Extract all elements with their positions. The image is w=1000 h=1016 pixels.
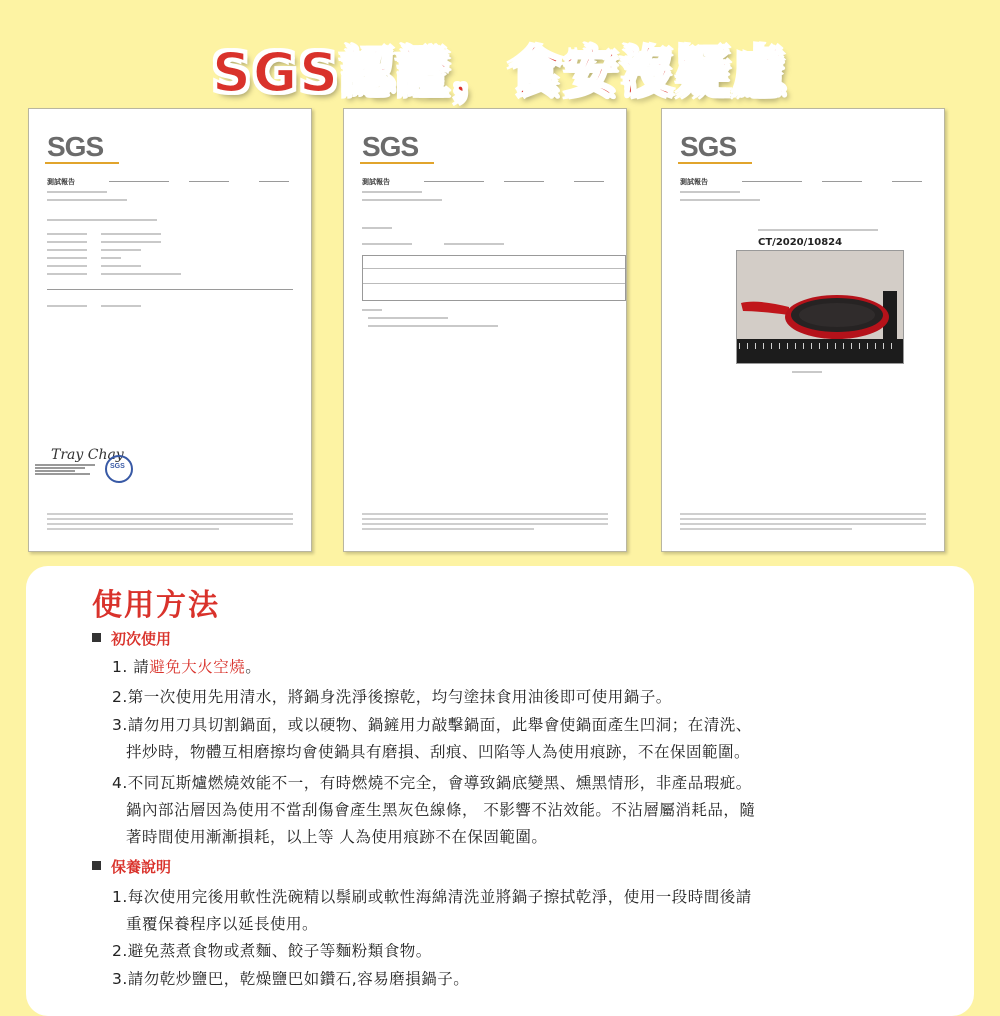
text-line: [47, 199, 127, 201]
text-line: [362, 309, 382, 311]
meta-line: [424, 181, 484, 182]
separator: [47, 289, 293, 290]
bullet-square: [92, 861, 101, 870]
report-title: 測試報告: [47, 177, 75, 186]
signature: Tray Chay: [51, 447, 124, 463]
text-line: [362, 191, 422, 193]
sgs-documents: [28, 108, 972, 552]
bullet-square: [92, 633, 101, 642]
text-line: [101, 257, 121, 259]
highlight-text: 避免大火空燒: [149, 658, 246, 676]
certificate-number: CT/2020/10824: [758, 237, 843, 248]
meta-line: [259, 181, 289, 182]
sgs-stamp: SGS: [105, 455, 133, 483]
text-line: [101, 265, 141, 267]
footer-text: [680, 513, 926, 533]
text-line: [680, 199, 760, 201]
text-line: [47, 249, 87, 251]
first-use-heading: 初次使用: [92, 628, 171, 649]
text-line: [47, 233, 87, 235]
text-line: [362, 227, 392, 229]
sgs-logo: SGS: [680, 131, 737, 162]
text-line: [444, 243, 504, 245]
meta-line: [742, 181, 802, 182]
sgs-report-page-1: [28, 108, 312, 552]
sgs-logo: SGS: [47, 131, 104, 162]
sgs-logo: SGS: [362, 131, 419, 162]
pan-photo: [736, 250, 904, 364]
meta-line: [574, 181, 604, 182]
usage-title: 使用方法: [92, 588, 220, 623]
meta-line: [109, 181, 169, 182]
text-line: [47, 265, 87, 267]
text-line: [362, 243, 412, 245]
care-heading: 保養說明: [92, 856, 171, 877]
first-use-item-1: 1. 請避免大火空燒。: [112, 658, 262, 676]
care-item-2: 2.避免蒸煮食物或煮麵、餃子等麵粉類食物。: [112, 942, 432, 960]
sgs-report-page-2: [343, 108, 627, 552]
text-line: [47, 257, 87, 259]
text-line: [758, 229, 878, 231]
meta-line: [189, 181, 229, 182]
footer-text: [362, 513, 608, 533]
care-item-3: 3.請勿乾炒鹽巴，乾燥鹽巴如鑽石,容易磨損鍋子。: [112, 970, 470, 988]
report-title: 測試報告: [680, 177, 708, 186]
text-line: [47, 191, 107, 193]
text-line: [101, 273, 181, 275]
banner-title: SGS認證，食安沒疑慮: [211, 40, 789, 104]
frying-pan-image: [737, 251, 903, 363]
text-line: [101, 241, 161, 243]
first-use-item-3: 3.請勿用刀具切割鍋面，或以硬物、鍋鏟用力敲擊鍋面，此舉會使鍋面產生凹洞；在清洗、 拌炒時，物體互相磨擦均會使鍋具有磨損、刮痕、凹陷等人為使用痕跡，不在保固範圍。: [112, 716, 752, 761]
first-use-item-2: 2.第一次使用先用清水，將鍋身洗淨後擦乾，均勻塗抹食用油後即可使用鍋子。: [112, 688, 672, 706]
text-line: [47, 241, 87, 243]
caption-line: [792, 371, 822, 373]
text-line: [368, 317, 448, 319]
meta-line: [822, 181, 862, 182]
footer-text: [47, 513, 293, 533]
text-line: [47, 305, 87, 307]
usage-panel: [26, 566, 974, 1016]
text-line: [680, 191, 740, 193]
text-line: [101, 305, 141, 307]
text-line: [47, 219, 157, 221]
meta-line: [892, 181, 922, 182]
care-item-1: 1.每次使用完後用軟性洗碗精以鬃刷或軟性海綿清洗並將鍋子擦拭乾淨，使用一段時間後請 重覆保養程序以延長使用。: [112, 888, 752, 933]
report-title: 測試報告: [362, 177, 390, 186]
text-line: [368, 325, 498, 327]
meta-line: [504, 181, 544, 182]
banner: [0, 28, 1000, 108]
first-use-item-4: 4.不同瓦斯爐燃燒效能不一，有時燃燒不完全，會導致鍋底變黑、燻黑情形，非產品瑕疵。 鍋內部沾層因為使用不當刮傷會產生黑灰色線條， 不影響不沾效能。不沾層屬消耗品，隨 著時間使用漸漸損耗，以上等 人為使用痕跡不在保固範圍。: [112, 774, 756, 846]
text-line: [101, 233, 161, 235]
sgs-report-page-3: [661, 108, 945, 552]
text-line: [362, 199, 442, 201]
text-line: [47, 273, 87, 275]
test-result-table: [362, 255, 626, 301]
signatory-text: [35, 463, 95, 476]
text-line: [101, 249, 141, 251]
